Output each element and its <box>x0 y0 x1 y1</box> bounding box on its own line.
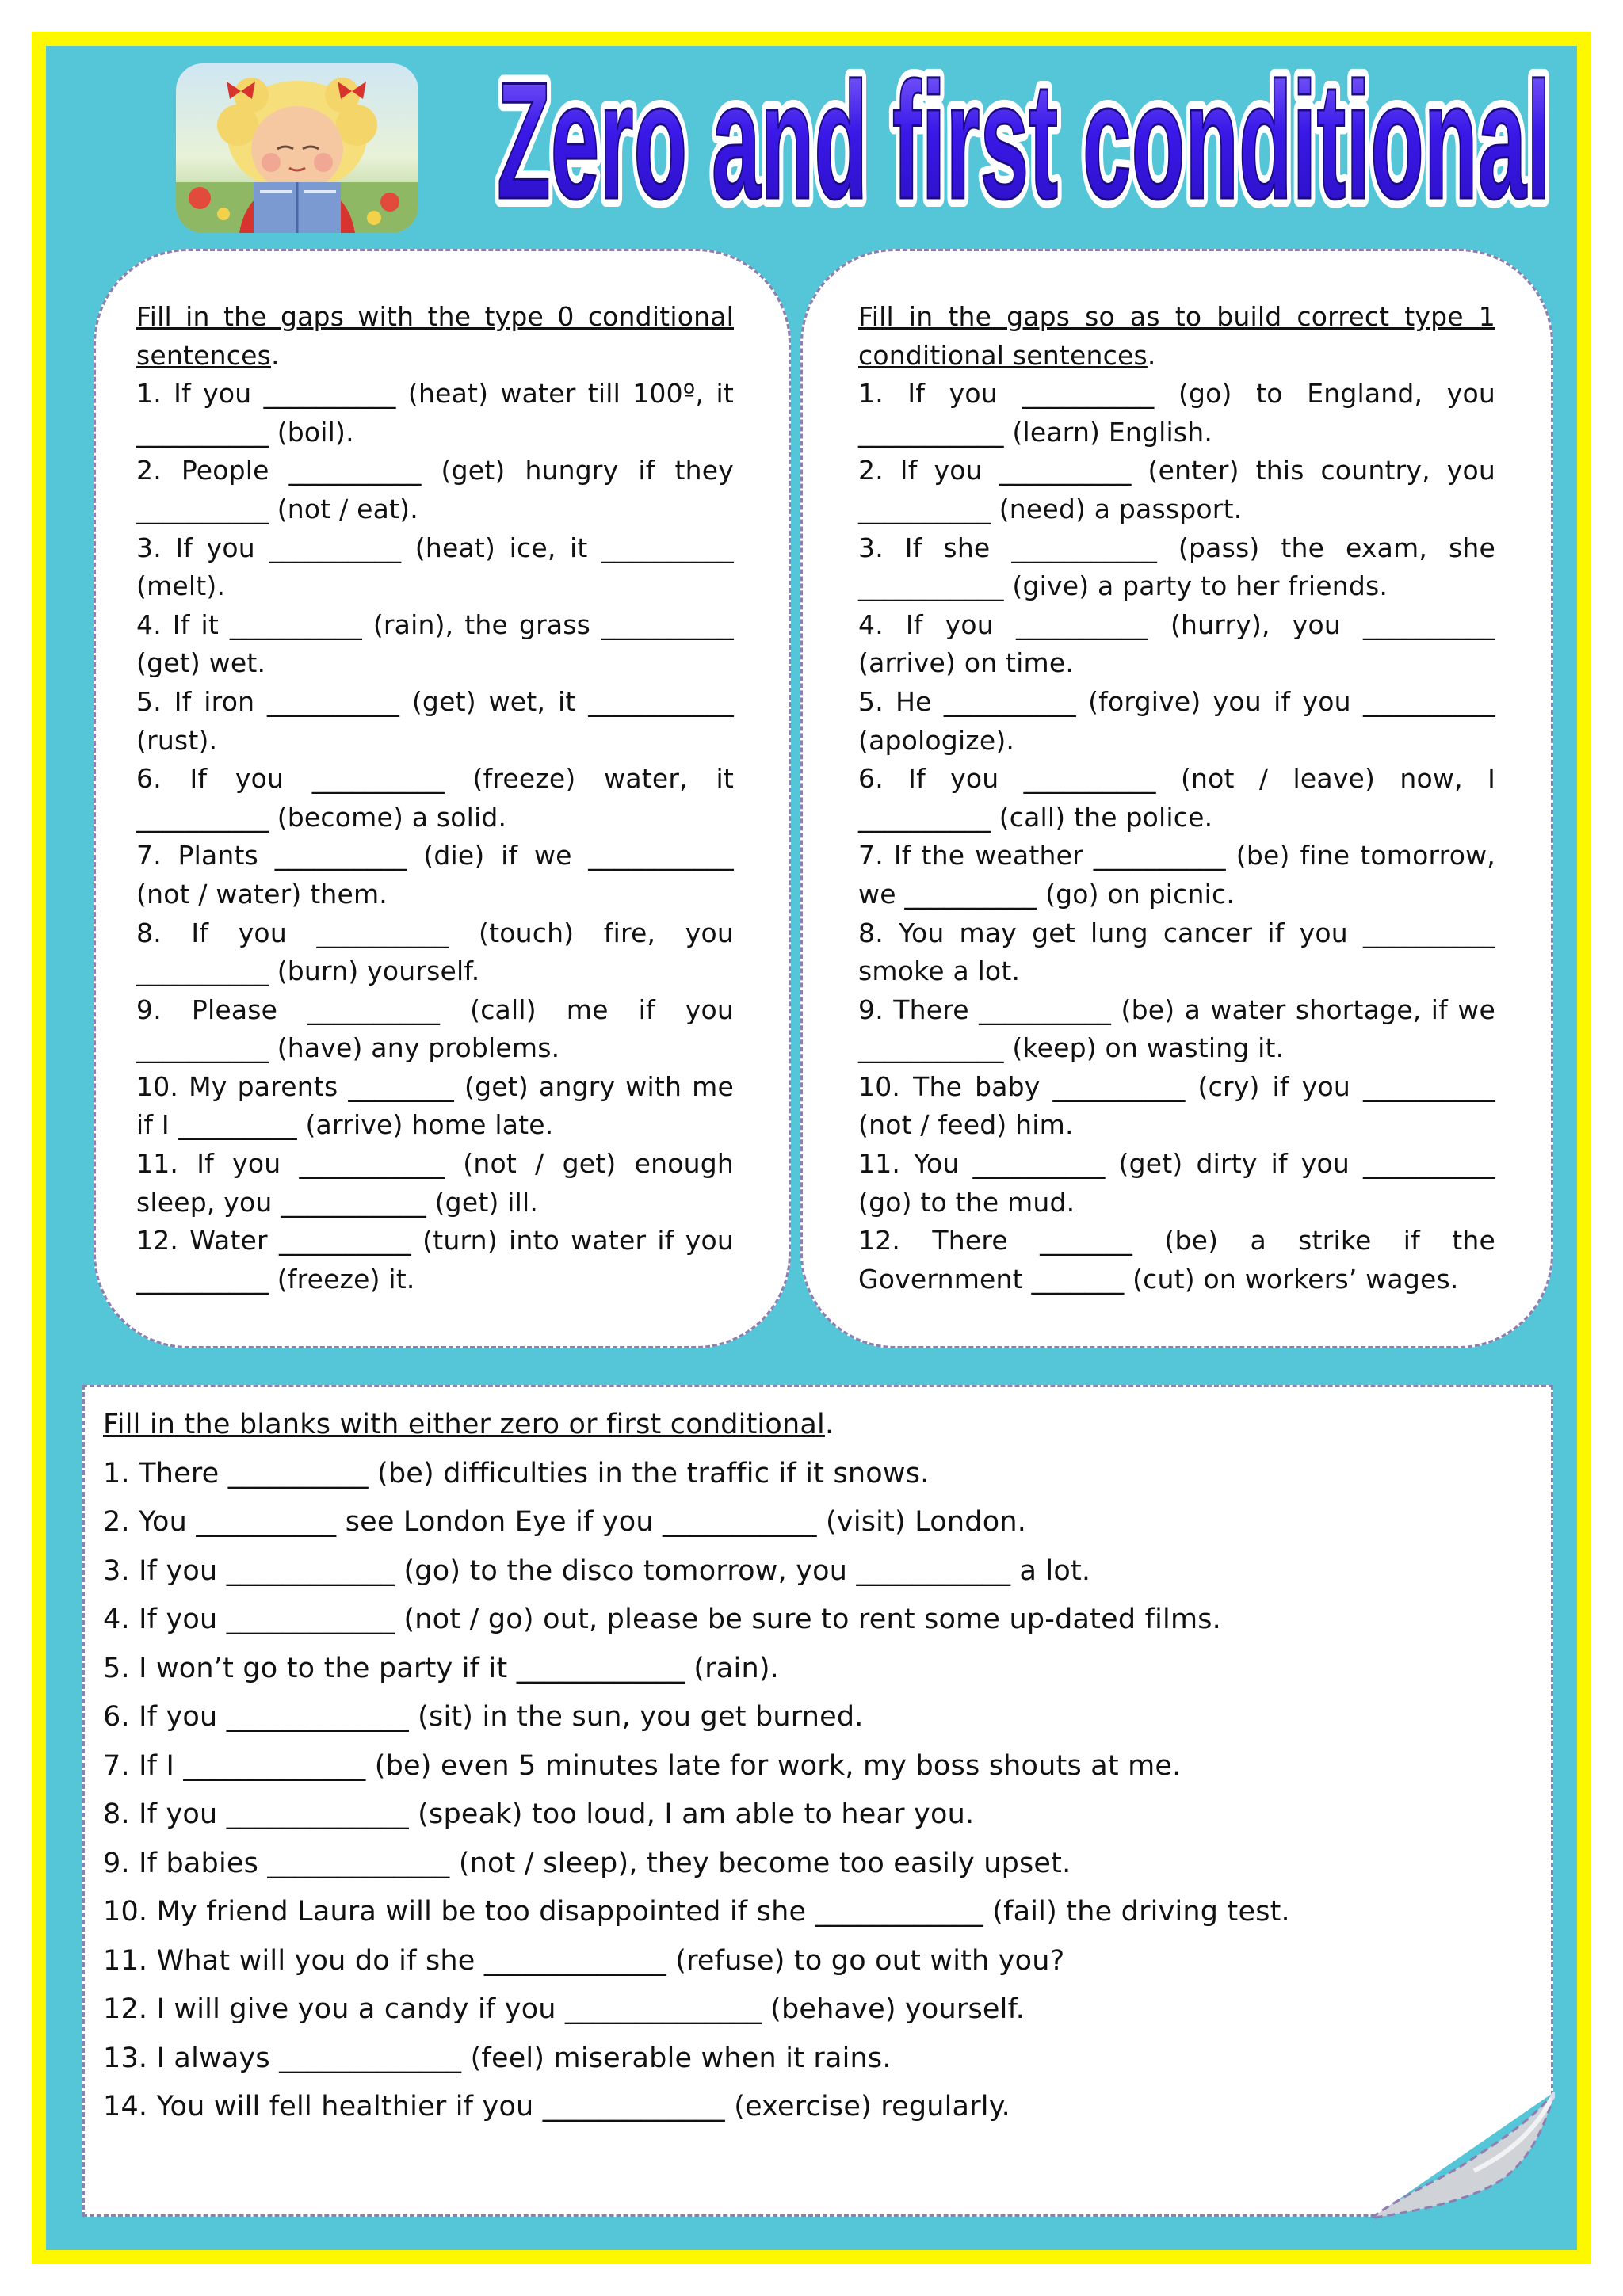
exercise3-item: 10. My friend Laura will be too disappointed if she ____________ (fail) the driving test. <box>103 1896 1290 1928</box>
exercise2-item: 12. There _______ (be) a strike if the Government _______ (cut) on workers’ wages. <box>858 1225 1495 1295</box>
exercise3-item: 3. If you ____________ (go) to the disco tomorrow, you ___________ a lot. <box>103 1554 1091 1587</box>
exercise3-instruction: Fill in the blanks with either zero or first conditional <box>103 1409 825 1440</box>
exercise2-item: 2. If you __________ (enter) this country, you __________ (need) a passport. <box>858 455 1495 524</box>
exercise3-item: 7. If I _____________ (be) even 5 minutes late for work, my boss shouts at me. <box>103 1749 1182 1782</box>
girl-reading-book-icon <box>176 63 418 233</box>
exercise3-item: 12. I will give you a candy if you ______________ (behave) yourself. <box>103 1993 1025 2025</box>
exercise3-item: 8. If you _____________ (speak) too loud, I am able to hear you. <box>103 1798 975 1830</box>
exercise1-item: 9. Please __________ (call) me if you __________ (have) any problems. <box>136 994 734 1064</box>
exercise2-item: 6. If you __________ (not / leave) now, I __________ (call) the police. <box>858 763 1495 833</box>
exercise3-item: 5. I won’t go to the party if it ____________ (rain). <box>103 1652 780 1684</box>
exercise1-item: 3. If you __________ (heat) ice, it __________ (melt). <box>136 532 734 602</box>
exercise1-item: 6. If you __________ (freeze) water, it __________ (become) a solid. <box>136 763 734 833</box>
exercise1-content: Fill in the gaps with the type 0 conditional sentences. 1. If you __________ (heat) water till 100º, it __________ (boil). 2. People __________ (get) hungry if they __________ (not / eat). 3. If you __________ (heat) ice, it __________ (melt). 4. If it __________ (rain), the grass __________ (get) wet. 5. If iron __________ (get) wet, it ___________ (rust). 6. If you __________ (freeze) water, it __________ (become) a solid. 7. Plants __________ (die) if we ___________ (not / water) them. 8. If you __________ (touch) fire, you __________ (burn) yourself. 9. Please __________ (call) me if you __________ (have) any problems. 10. My parents ________ (get) angry with me if I _________ (arrive) home late. 11. If you ___________ (not / get) enough sleep, you ___________ (get) ill. 12. Water __________ (turn) into water if you __________ (freeze) it. <box>136 298 734 1299</box>
exercise2-item: 8. You may get lung cancer if you __________ smoke a lot. <box>858 917 1495 987</box>
exercise1-item: 12. Water __________ (turn) into water if you __________ (freeze) it. <box>136 1225 734 1295</box>
exercise1-item: 11. If you ___________ (not / get) enough sleep, you ___________ (get) ill. <box>136 1148 734 1218</box>
exercise2-item: 5. He __________ (forgive) you if you __________ (apologize). <box>858 685 1495 756</box>
exercise2-instruction: Fill in the gaps so as to build correct type 1 conditional sentences <box>858 301 1495 371</box>
exercise2-item: 7. If the weather __________ (be) fine tomorrow, we __________ (go) on picnic. <box>858 840 1495 910</box>
exercise2-item: 10. The baby __________ (cry) if you __________ (not / feed) him. <box>858 1070 1495 1141</box>
exercise3-item: 9. If babies _____________ (not / sleep), they become too easily upset. <box>103 1847 1071 1879</box>
exercise2-item: 11. You __________ (get) dirty if you __________ (go) to the mud. <box>858 1148 1495 1218</box>
exercise1-item: 7. Plants __________ (die) if we ___________ (not / water) them. <box>136 840 734 910</box>
exercise3-item: 14. You will fell healthier if you _____________ (exercise) regularly. <box>103 2091 1010 2122</box>
title-text: Zero and first conditional <box>497 48 1551 231</box>
exercise3-item: 4. If you ____________ (not / go) out, please be sure to rent some up-dated films. <box>103 1604 1221 1635</box>
page-title <box>487 41 1561 231</box>
exercise1-item: 5. If iron __________ (get) wet, it ___________ (rust). <box>136 685 734 756</box>
page-curl-decoration <box>1371 2092 1555 2220</box>
exercise3-item: 1. There __________ (be) difficulties in the traffic if it snows. <box>103 1457 930 1489</box>
exercise3-item: 13. I always _____________ (feel) miserable when it rains. <box>103 2042 892 2074</box>
exercise1-item: 1. If you __________ (heat) water till 100º, it __________ (boil). <box>136 378 734 448</box>
exercise1-item: 2. People __________ (get) hungry if they __________ (not / eat). <box>136 455 734 524</box>
title-outline: Zero and first conditional <box>497 48 1551 231</box>
exercise2-content: Fill in the gaps so as to build correct type 1 conditional sentences. 1. If you __________ (go) to England, you ___________ (learn) English. 2. If you __________ (enter) this country, you __________ (need) a passport. 3. If she ___________ (pass) the exam, she ___________ (give) a party to her friends. 4. If you __________ (hurry), you __________ (arrive) on time. 5. He __________ (forgive) you if you __________ (apologize). 6. If you __________ (not / leave) now, I __________ (call) the police. 7. If the weather __________ (be) fine tomorrow, we __________ (go) on picnic. 8. You may get lung cancer if you __________ smoke a lot. 9. There __________ (be) a water shortage, if we ___________ (keep) on wasting it. 10. The baby __________ (cry) if you __________ (not / feed) him. 11. You __________ (get) dirty if you __________ (go) to the mud. 12. There _______ (be) a strike if the Government _______ (cut) on workers’ wages. <box>858 298 1495 1299</box>
exercise3-item: 2. You __________ see London Eye if you ___________ (visit) London. <box>103 1506 1027 1538</box>
exercise3-content: Fill in the blanks with either zero or first conditional. 1. There __________ (be) difficulties in the traffic if it snows. 2. You __________ see London Eye if you ___________ (visit) London. 3. If you ____________ (go) to the disco tomorrow, you ___________ a lot. 4. If you ____________ (not / go) out, please be sure to rent some up-dated films. 5. I won’t go to the party if it ____________ (rain). 6. If you _____________ (sit) in the sun, you get burned. 7. If I _____________ (be) even 5 minutes late for work, my boss shouts at me. 8. If you _____________ (speak) too loud, I am able to hear you. 9. If babies _____________ (not / sleep), they become too easily upset. 10. My friend Laura will be too disappointed if she ____________ (fail) the driving test. 11. What will you do if she _____________ (refuse) to go out with you? 12. I will give you a candy if you ______________ (behave) yourself. 13. I always _____________ (feel) miserable when it rains. 14. You will fell healthier if you _____________ (exercise) regularly. <box>103 1401 1498 2132</box>
exercise2-item: 4. If you __________ (hurry), you __________ (arrive) on time. <box>858 608 1495 679</box>
girl-reading-illustration <box>176 63 418 233</box>
exercise1-item: 10. My parents ________ (get) angry with me if I _________ (arrive) home late. <box>136 1070 734 1141</box>
exercise2-item: 9. There __________ (be) a water shortage, if we ___________ (keep) on wasting it. <box>858 994 1495 1064</box>
exercise2-item: 1. If you __________ (go) to England, you ___________ (learn) English. <box>858 378 1495 448</box>
exercise1-instruction: Fill in the gaps with the type 0 conditional sentences <box>136 301 734 371</box>
exercise1-item: 8. If you __________ (touch) fire, you __________ (burn) yourself. <box>136 917 734 987</box>
exercise3-item: 11. What will you do if she _____________ (refuse) to go out with you? <box>103 1944 1065 1977</box>
exercise1-item: 4. If it __________ (rain), the grass __________ (get) wet. <box>136 608 734 679</box>
exercise2-item: 3. If she ___________ (pass) the exam, she ___________ (give) a party to her friends. <box>858 532 1495 602</box>
exercise3-item: 6. If you _____________ (sit) in the sun, you get burned. <box>103 1701 864 1733</box>
